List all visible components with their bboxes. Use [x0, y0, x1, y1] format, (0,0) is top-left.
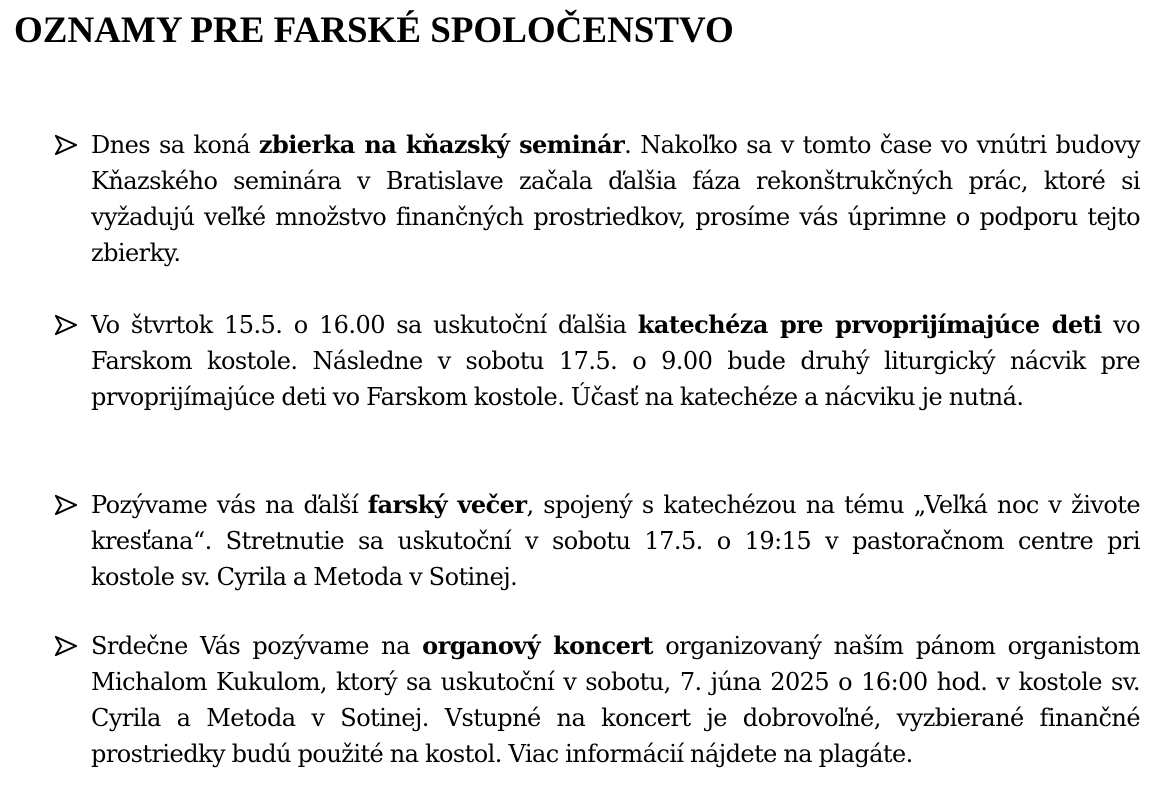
announcement-text-rest: , spojený s katechézou na tému „Veľká noc v živote kresťana“. Stretnutie sa uskutoční v sobotu 17.5. o 19:15 v pastoračnom centre pri kostole sv. Cyrila a Metoda v Sotinej.	[91, 491, 1140, 591]
announcement-item	[55, 307, 1141, 415]
announcement-text-rest: organizovaný naším pánom organistom Michalom Kukulom, ktorý sa uskutoční v sobotu, 7. júna 2025 o 16:00 hod. v kostole sv. Cyrila a Metoda v Sotinej. Vstupné na koncert je dobrovoľné, vyzbierané finančné prostriedky budú použité na kostol. Viac informácií nájdete na plagáte.	[91, 632, 1140, 768]
announcement-highlight: organový koncert	[422, 631, 653, 660]
arrowhead-bullet-icon	[55, 315, 77, 335]
announcement-item	[55, 487, 1141, 595]
announcement-text-start: Srdečne Vás pozývame na	[91, 632, 423, 660]
announcement-text-start: Pozývame vás na ďalší	[91, 491, 368, 519]
arrowhead-bullet-icon	[55, 135, 77, 155]
announcement-text-start: Vo štvrtok 15.5. o 16.00 sa uskutoční ďalšia	[91, 311, 638, 339]
announcement-text	[91, 307, 1140, 415]
announcement-highlight: farský večer	[367, 490, 527, 519]
announcement-item	[55, 127, 1141, 271]
announcement-text-rest: . Nakoľko sa v tomto čase vo vnútri budovy Kňazského seminára v Bratislave začala ďalšia fáza rekonštrukčných prác, ktoré si vyžadujú veľké množstvo finančných prostriedkov, prosíme vás úprimne o podporu tejto zbierky.	[91, 131, 1140, 267]
announcement-highlight: katechéza pre prvoprijímajúce deti	[637, 310, 1102, 339]
page-title: OZNAMY PRE FARSKÉ SPOLOČENSTVO	[14, 10, 734, 51]
announcement-text	[91, 628, 1140, 772]
announcement-highlight: zbierka na kňazský seminár	[258, 130, 625, 159]
announcement-text	[91, 487, 1140, 595]
announcement-text	[91, 127, 1140, 271]
announcement-item	[55, 628, 1141, 772]
arrowhead-bullet-icon	[55, 495, 77, 515]
announcement-text-rest: vo Farskom kostole. Následne v sobotu 17.5. o 9.00 bude druhý liturgický nácvik pre prvoprijímajúce deti vo Farskom kostole. Účasť na katechéze a nácviku je nutná.	[91, 311, 1140, 411]
arrowhead-bullet-icon	[55, 636, 77, 656]
announcement-text-start: Dnes sa koná	[91, 131, 259, 159]
